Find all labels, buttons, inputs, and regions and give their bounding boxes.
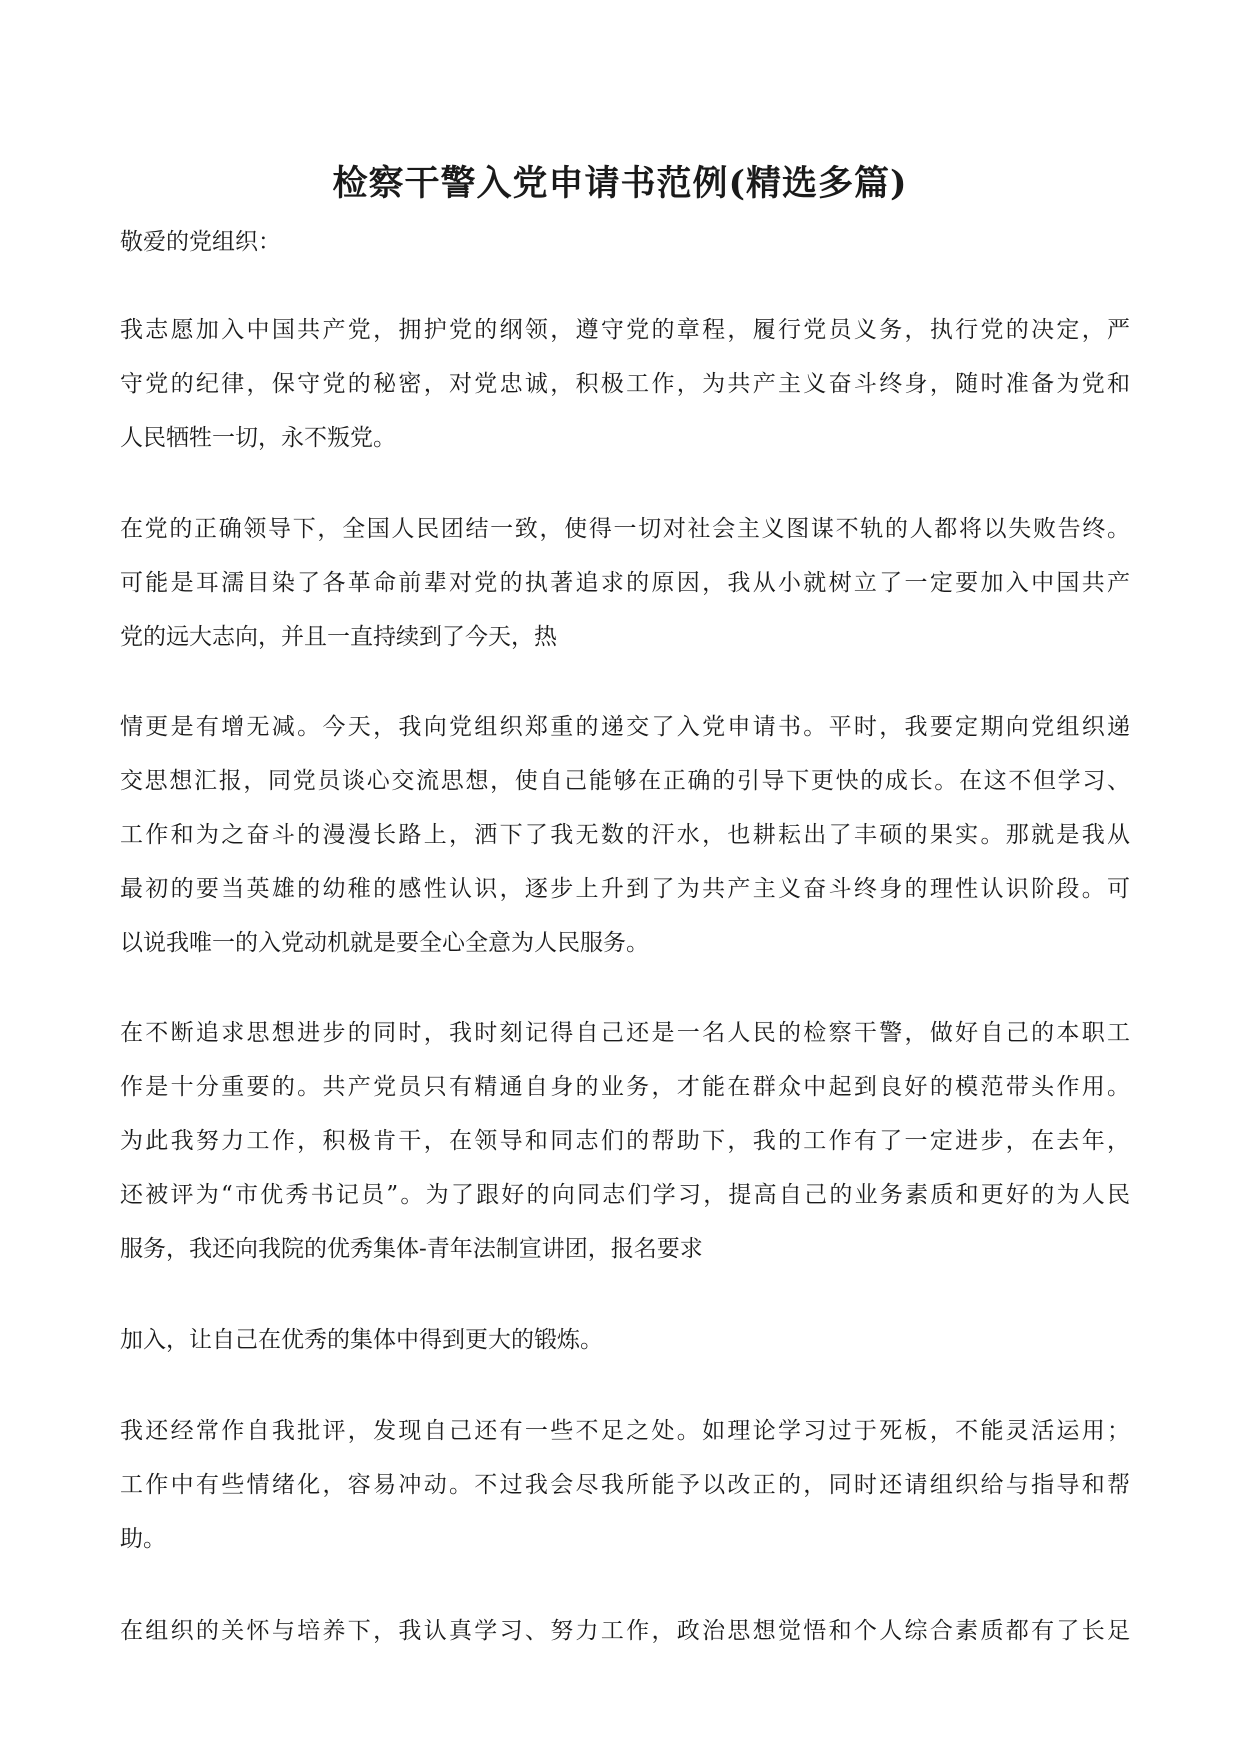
paragraph-2-line-1: 在党的正确领导下，全国人民团结一致，使得一切对社会主义图谋不轨的人都将以失败告终。 bbox=[120, 516, 1130, 542]
paragraph-4-line-2: 作是十分重要的。共产党员只有精通自身的业务，才能在群众中起到良好的模范带头作用。 bbox=[120, 1074, 1130, 1100]
paragraph-2-line-3: 党的远大志向，并且一直持续到了今天，热 bbox=[120, 624, 557, 650]
paragraph-1-line-3: 人民牺牲一切，永不叛党。 bbox=[120, 425, 396, 451]
salutation: 敬爱的党组织： bbox=[120, 229, 281, 255]
paragraph-1-line-2: 守党的纪律，保守党的秘密，对党忠诚，积极工作，为共产主义奋斗终身，随时准备为党和 bbox=[120, 371, 1130, 397]
paragraph-6-line-1: 我还经常作自我批评，发现自己还有一些不足之处。如理论学习过于死板，不能灵活运用； bbox=[120, 1418, 1130, 1444]
paragraph-4-line-5: 服务，我还向我院的优秀集体-青年法制宣讲团，报名要求 bbox=[120, 1236, 703, 1262]
paragraph-3-line-3: 工作和为之奋斗的漫漫长路上，洒下了我无数的汗水，也耕耘出了丰硕的果实。那就是我从 bbox=[120, 822, 1130, 848]
paragraph-3-line-1: 情更是有增无减。今天，我向党组织郑重的递交了入党申请书。平时，我要定期向党组织递 bbox=[120, 714, 1130, 740]
document-title: 检察干警入党申请书范例(精选多篇) bbox=[332, 163, 908, 204]
paragraph-7-line-1: 在组织的关怀与培养下，我认真学习、努力工作，政治思想觉悟和个人综合素质都有了长足 bbox=[120, 1618, 1130, 1644]
paragraph-3-line-4: 最初的要当英雄的幼稚的感性认识，逐步上升到了为共产主义奋斗终身的理性认识阶段。可 bbox=[120, 876, 1130, 902]
paragraph-5-line-1: 加入，让自己在优秀的集体中得到更大的锻炼。 bbox=[120, 1327, 603, 1353]
paragraph-4-line-1: 在不断追求思想进步的同时，我时刻记得自己还是一名人民的检察干警，做好自己的本职工 bbox=[120, 1020, 1130, 1046]
paragraph-4-line-3: 为此我努力工作，积极肯干，在领导和同志们的帮助下，我的工作有了一定进步，在去年， bbox=[120, 1128, 1130, 1154]
paragraph-4-line-4: 还被评为“市优秀书记员”。为了跟好的向同志们学习，提高自己的业务素质和更好的为人民 bbox=[120, 1182, 1130, 1208]
paragraph-3-line-2: 交思想汇报，同党员谈心交流思想，使自己能够在正确的引导下更快的成长。在这不但学习、 bbox=[120, 768, 1130, 794]
paragraph-6-line-2: 工作中有些情绪化，容易冲动。不过我会尽我所能予以改正的，同时还请组织给与指导和帮 bbox=[120, 1472, 1130, 1498]
paragraph-2-line-2: 可能是耳濡目染了各革命前辈对党的执著追求的原因，我从小就树立了一定要加入中国共产 bbox=[120, 570, 1130, 596]
paragraph-3-line-5: 以说我唯一的入党动机就是要全心全意为人民服务。 bbox=[120, 930, 649, 956]
paragraph-6-line-3: 助。 bbox=[120, 1526, 166, 1552]
paragraph-1-line-1: 我志愿加入中国共产党，拥护党的纲领，遵守党的章程，履行党员义务，执行党的决定，严 bbox=[120, 317, 1130, 343]
